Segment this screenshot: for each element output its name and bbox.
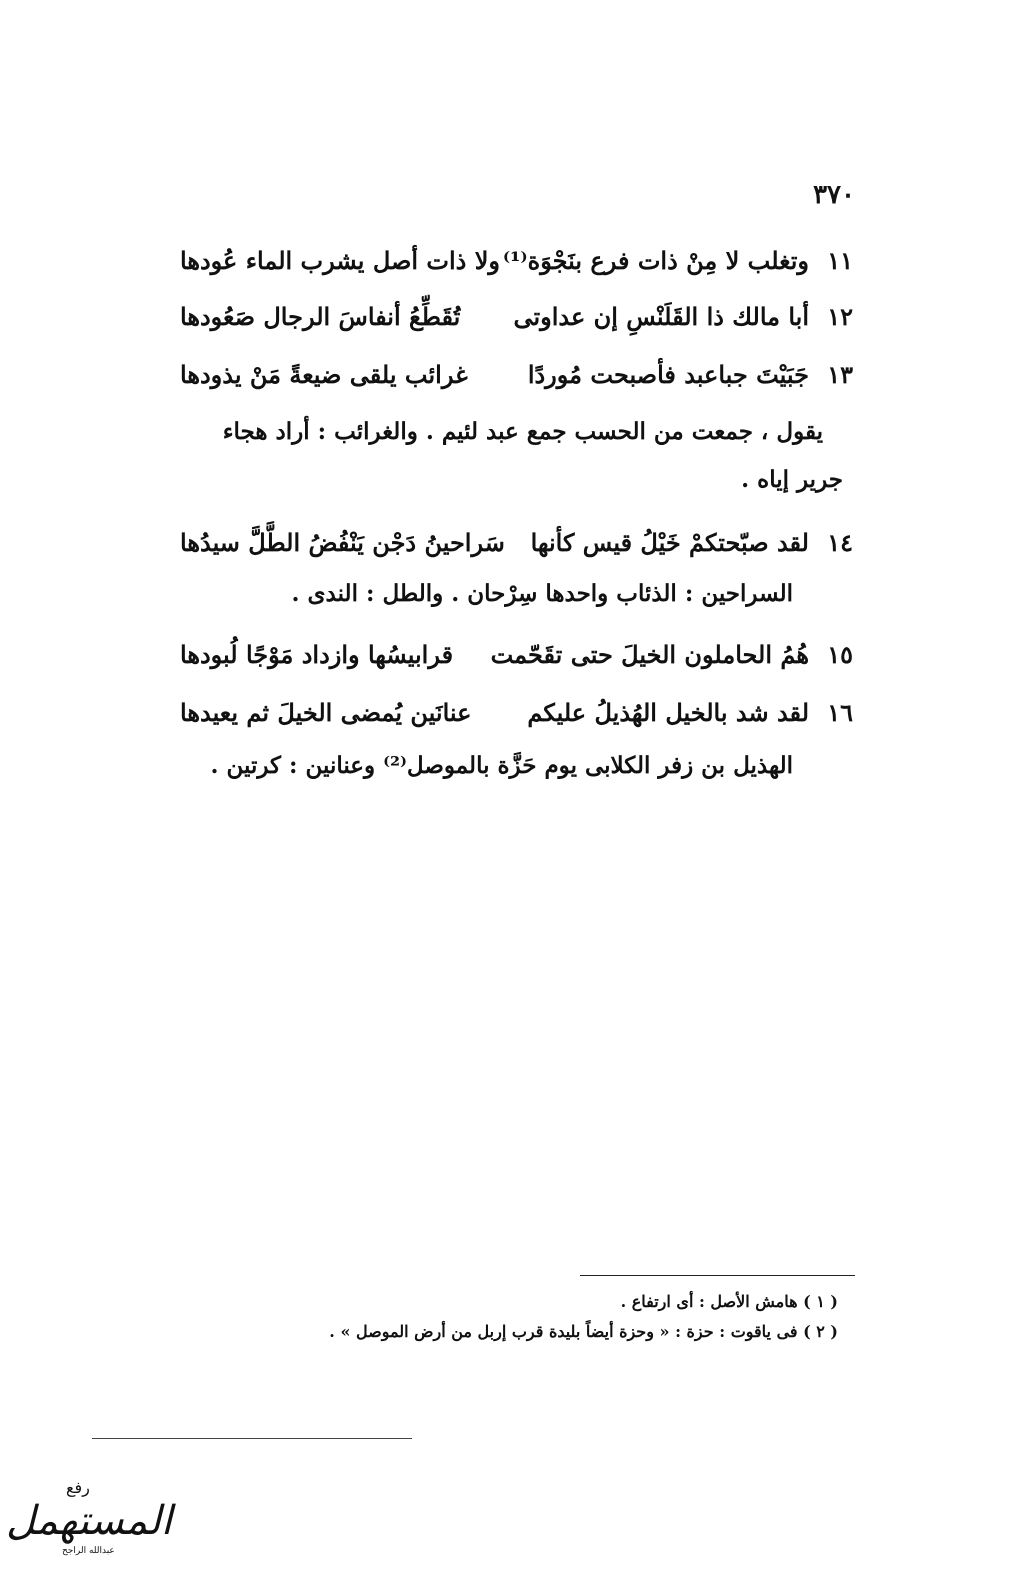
verse-second-hemistich: عنانَين يُمضى الخيلَ ثم يعيدها bbox=[180, 698, 472, 727]
verse-number: ١٣ bbox=[827, 360, 853, 389]
footnote: ( ١ ) هامش الأصل : أى ارتفاع . bbox=[620, 1292, 838, 1311]
commentary-line: الهذيل بن زفر الكلابى يوم حَزَّة بالموصل⁽²⁾ وعنانين : كرتين . bbox=[210, 752, 793, 779]
commentary-line: جرير إياه . bbox=[741, 466, 843, 493]
commentary-line: يقول ، جمعت من الحسب جمع عبد لئيم . والغرائب : أراد هجاء bbox=[222, 418, 823, 445]
verse-line bbox=[180, 240, 853, 284]
bottom-rule bbox=[92, 1438, 412, 1439]
footnote-rule bbox=[580, 1275, 855, 1276]
verse-number: ١٦ bbox=[827, 698, 853, 727]
page-number: ٣٧٠ bbox=[813, 180, 855, 210]
verse-second-hemistich: ولا ذات أصل يشرب الماء عُودها bbox=[180, 246, 500, 275]
verse-line bbox=[180, 634, 853, 678]
verse-second-hemistich: سَراحينُ دَجْن يَنْفُضُ الطَّلَّ سيدُها bbox=[180, 528, 505, 557]
commentary-line: السراحين : الذئاب واحدها سِرْحان . والطل : الندى . bbox=[291, 580, 793, 607]
verse-first-hemistich: لقد صبّحتكمْ خَيْلُ قيس كأنها bbox=[530, 528, 809, 557]
verse-number: ١٢ bbox=[827, 302, 853, 331]
verse-line bbox=[180, 522, 853, 566]
verse-second-hemistich: قرابيسُها وازداد مَوْجًا لُبودها bbox=[180, 640, 454, 669]
verse-first-hemistich: وتغلب لا مِنْ ذات فرع بنَجْوَة⁽¹⁾ bbox=[502, 246, 809, 275]
verse-line bbox=[180, 354, 853, 398]
library-stamp-logo bbox=[6, 1478, 173, 1558]
verse-number: ١٤ bbox=[827, 528, 853, 557]
verse-first-hemistich: لقد شد بالخيل الهُذيلُ عليكم bbox=[527, 698, 809, 727]
footnote: ( ٢ ) فى ياقوت : حزة : « وحزة أيضاً بليدة قرب إربل من أرض الموصل » . bbox=[329, 1322, 838, 1341]
logo-main-text: المستهمل bbox=[6, 1498, 173, 1544]
logo-top-text: رفع bbox=[66, 1478, 90, 1497]
verse-second-hemistich: غرائب يلقى ضيعةً مَنْ يذودها bbox=[180, 360, 468, 389]
verse-line bbox=[180, 296, 853, 340]
verse-second-hemistich: تُقَطِّعُ أنفاسَ الرجال صَعُودها bbox=[180, 302, 461, 331]
verse-number: ١٥ bbox=[827, 640, 853, 669]
verse-number: ١١ bbox=[827, 246, 853, 275]
verse-line bbox=[180, 692, 853, 736]
verse-first-hemistich: هُمُ الحاملون الخيلَ حتى تقَحّمت bbox=[490, 640, 809, 669]
verse-first-hemistich: أبا مالك ذا القَلَنْسِ إن عداوتى bbox=[513, 302, 809, 331]
logo-bottom-text: عبدالله الراجح bbox=[62, 1546, 115, 1556]
verse-first-hemistich: جَبَيْتَ جباعبد فأصبحت مُوردًا bbox=[527, 360, 809, 389]
